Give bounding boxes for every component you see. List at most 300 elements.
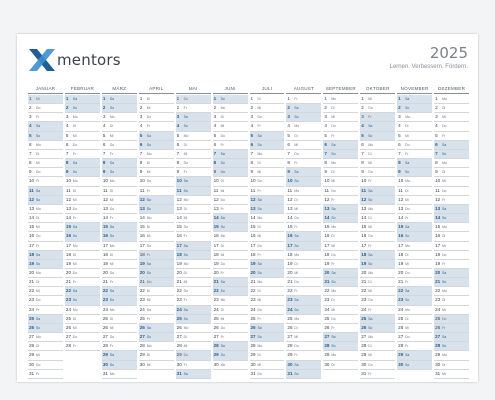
day-number: 4 [65,123,69,129]
weekday-label: Do [294,216,299,221]
weekday-label: Sa [368,124,373,129]
weekday-label: So [146,335,151,340]
day-cell [102,370,137,379]
weekday-label: Sa [257,261,262,266]
weekday-label: Mi [220,252,225,257]
weekday-label: Do [183,353,188,358]
day-number: 30 [139,361,145,367]
day-number: 30 [398,361,404,367]
weekday-label: Fr [36,307,40,312]
day-number: 16 [29,233,35,239]
day-cell [139,223,174,232]
day-number: 27 [29,334,35,340]
day-cell [397,159,432,168]
weekday-label: So [331,280,336,285]
day-cell [28,361,63,370]
day-cell [434,196,469,205]
day-cell [323,159,358,168]
weekday-label: Sa [109,225,114,230]
day-number: 5 [287,132,290,138]
day-number: 27 [102,334,108,340]
day-cell [250,187,285,196]
day-cell [397,269,432,278]
weekday-label: Do [220,133,225,138]
day-cell [360,306,395,315]
weekday-label: Fr [36,371,40,376]
weekday-label: Sa [368,188,373,193]
day-number: 28 [29,343,35,349]
month-column [360,85,395,379]
weekday-label: So [36,197,41,202]
weekday-label: Fr [294,289,298,294]
day-cell [323,315,358,324]
day-cell [28,223,63,232]
day-cell [434,370,469,379]
day-number: 12 [398,196,404,202]
day-cell [397,315,432,324]
day-cell [397,141,432,150]
day-number: 13 [65,205,72,211]
weekday-label: Do [331,252,336,257]
day-cell [250,296,285,305]
day-number: 4 [435,123,438,129]
day-cell [28,196,63,205]
weekday-label: Sa [294,106,299,111]
day-cell [286,132,321,141]
day-cell [28,278,63,287]
day-number: 11 [213,187,219,193]
day-cell [65,187,100,196]
weekday-label: Mo [220,362,226,367]
weekday-label: Mo [146,280,152,285]
day-number: 8 [65,160,69,166]
day-number: 8 [250,160,254,166]
weekday-label: Do [331,316,336,321]
weekday-label: Di [72,124,77,129]
day-cell [213,287,248,296]
weekday-label: Mo [331,353,337,358]
day-number: 27 [213,334,219,340]
weekday-label: So [368,133,373,138]
day-number: 6 [324,141,327,147]
weekday-label: Mi [368,225,372,230]
day-number: 2 [287,105,290,111]
day-cell [139,214,174,223]
weekday-label: So [36,325,41,330]
day-number: 31 [176,370,182,376]
day-number: 3 [287,114,290,120]
day-number: 5 [29,132,32,138]
day-cell [397,342,432,351]
day-number: 12 [29,196,35,202]
day-cell [139,132,174,141]
weekday-label: Fr [109,216,114,221]
weekday-label: Mo [368,335,373,340]
day-number: 10 [361,178,367,184]
day-cell [286,104,321,113]
day-cell [139,141,174,150]
day-number: 28 [102,343,108,349]
weekday-label: Mi [331,243,335,248]
day-cell [360,95,395,104]
weekday-label: Fr [368,115,372,120]
day-number: 24 [324,306,330,312]
day-cell [434,242,469,251]
day-cell [323,333,358,342]
day-cell [213,132,248,141]
weekday-label: Di [442,298,446,303]
weekday-label: Sa [36,252,41,257]
day-cell [286,159,321,168]
weekday-label: Fr [331,261,335,266]
weekday-label: Fr [442,325,446,330]
day-number: 27 [287,334,293,340]
day-number: 16 [176,233,182,239]
day-cell [360,104,395,113]
weekday-label: Sa [109,353,114,358]
day-number: 1 [65,96,69,101]
weekday-label: Di [294,325,298,330]
day-number: 22 [361,288,367,294]
day-number: 24 [250,306,256,312]
day-number: 24 [398,306,404,312]
weekday-label: Mi [368,289,372,294]
weekday-label: So [257,270,262,275]
day-number: 28 [398,343,404,349]
day-number: 28 [250,343,256,349]
day-number: 22 [398,288,404,294]
weekday-label: Di [405,316,409,321]
day-number: 10 [102,178,108,184]
day-number: 7 [435,150,438,156]
day-number: 26 [361,324,367,330]
weekday-label: Mi [405,325,409,330]
day-number: 18 [250,251,256,257]
weekday-label: Di [294,197,298,202]
weekday-label: Fr [146,188,150,193]
day-number: 24 [361,306,367,312]
weekday-label: Mo [405,179,410,184]
day-cell [250,269,285,278]
weekday-label: So [294,243,299,248]
day-number: 7 [324,150,327,156]
day-number: 16 [213,233,219,239]
weekday-label: Sa [368,316,373,321]
day-cell [286,278,321,287]
day-number: 29 [102,352,108,358]
day-number: 7 [176,150,180,156]
day-number: 14 [324,215,330,221]
day-number: 23 [435,297,441,303]
day-number: 20 [435,269,441,275]
weekday-label: Fr [109,344,114,349]
day-number: 25 [65,315,72,321]
day-number: 18 [102,251,108,257]
weekday-label: Di [442,234,446,239]
weekday-label: Di [183,206,187,211]
weekday-label: Mi [405,133,409,138]
day-number: 14 [213,215,219,221]
day-number: 14 [435,215,441,221]
weekday-label: Do [36,362,41,367]
day-number: 28 [361,343,367,349]
weekday-label: So [183,188,188,193]
weekday-label: Mi [442,371,446,376]
weekday-label: Sa [257,325,262,330]
day-cell [323,260,358,269]
day-cell [286,223,321,232]
weekday-label: So [72,106,78,111]
weekday-label: Fr [331,325,335,330]
day-cell [102,168,137,177]
day-number: 2 [213,105,217,111]
day-cell [434,260,469,269]
weekday-label: Fr [405,280,409,285]
day-cell [286,351,321,360]
weekday-label: Fr [36,243,40,248]
day-number: 10 [65,178,72,184]
weekday-label: Mi [257,170,262,175]
day-cell [102,141,137,150]
day-cell [434,287,469,296]
weekday-label: Mi [220,124,225,129]
weekday-label: So [331,344,336,349]
weekday-label: Mi [146,362,151,367]
day-number: 14 [102,215,108,221]
day-number: 19 [398,260,404,266]
weekday-label: Sa [146,197,151,202]
day-cell [213,205,248,214]
day-number: 21 [176,279,182,285]
weekday-label: So [72,170,78,175]
day-cell [65,196,100,205]
day-cell [176,260,211,269]
day-number: 5 [102,132,106,138]
weekday-label: Do [146,179,152,184]
weekday-label: Fr [368,243,372,248]
day-number: 4 [361,123,364,129]
day-cell [65,342,100,351]
day-cell [286,214,321,223]
weekday-label: Fr [442,197,446,202]
day-number: 7 [65,150,69,156]
weekday-label: Do [109,335,115,340]
day-cell [323,342,358,351]
day-cell [397,223,432,232]
day-number: 14 [361,215,367,221]
day-number: 15 [65,224,72,230]
day-number: 7 [398,150,401,156]
day-cell [139,150,174,159]
day-number: 6 [287,141,290,147]
weekday-label: Di [109,124,114,129]
weekday-label: Mo [220,298,226,303]
weekday-label: Fr [220,335,224,340]
day-number: 15 [287,224,293,230]
day-number: 26 [287,324,293,330]
day-number: 13 [29,205,35,211]
day-number: 7 [139,150,143,156]
day-cell [102,333,137,342]
day-cell [28,306,63,315]
day-number: 23 [361,297,367,303]
day-number: 19 [139,260,145,266]
day-number: 20 [287,269,293,275]
day-cell [360,187,395,196]
day-cell [213,95,248,104]
day-cell [139,278,174,287]
weekday-label: Mo [331,161,337,166]
day-cell [65,159,100,168]
day-cell [250,141,285,150]
day-number: 27 [250,334,256,340]
day-cell [102,296,137,305]
day-number: 16 [324,233,330,239]
day-cell [434,351,469,360]
month-column [397,85,432,379]
day-number: 28 [435,343,441,349]
day-number: 27 [176,334,182,340]
day-number: 13 [250,205,256,211]
day-number: 6 [65,141,69,147]
day-number: 25 [287,315,293,321]
day-cell [213,324,248,333]
day-cell [397,214,432,223]
day-cell [434,141,469,150]
day-cell [286,205,321,214]
day-number: 31 [287,370,293,376]
weekday-label: Di [405,252,409,257]
day-number: 13 [287,205,293,211]
day-cell [65,278,100,287]
day-cell [250,306,285,315]
day-cell [286,306,321,315]
weekday-label: Do [109,206,115,211]
weekday-label: Mi [294,270,298,275]
day-cell [213,122,248,131]
day-cell [434,113,469,122]
day-cell [102,269,137,278]
day-cell [286,187,321,196]
weekday-label: Do [72,142,78,147]
day-cell [102,214,137,223]
weekday-label: Sa [72,225,78,230]
weekday-label: Mi [368,161,372,166]
day-number: 10 [250,178,256,184]
weekday-label: Do [257,371,262,376]
day-cell [360,132,395,141]
weekday-label: Di [146,161,150,166]
weekday-label: Do [368,362,373,367]
day-cell [176,269,211,278]
day-number: 22 [102,288,108,294]
weekday-label: Mi [257,298,262,303]
day-number: 18 [29,251,35,257]
weekday-label: Mi [294,142,298,147]
day-cell [139,351,174,360]
day-cell [65,232,100,241]
day-cell [28,287,63,296]
day-cell [176,361,211,370]
day-cell [139,361,174,370]
weekday-label: Do [405,270,410,275]
weekday-label: Mo [331,225,337,230]
weekday-label: Sa [442,206,447,211]
day-cell [250,132,285,141]
weekday-label: Do [72,335,78,340]
day-number: 18 [139,251,145,257]
day-cell [434,122,469,131]
mentors-x-logo-icon [29,49,55,71]
day-number: 25 [29,315,35,321]
day-number: 28 [213,343,219,349]
weekday-label: Mi [146,106,151,111]
day-cell [213,196,248,205]
day-number: 23 [65,297,72,303]
day-cell [323,122,358,131]
day-cell [213,260,248,269]
weekday-label: Mo [220,106,226,111]
day-number: 18 [65,251,72,257]
day-number: 14 [398,215,404,221]
day-cell [250,205,285,214]
weekday-label: Sa [294,170,299,175]
day-number: 9 [65,169,69,175]
day-cell [397,361,432,370]
day-cell [250,370,285,379]
day-cell [434,324,469,333]
empty-day-cell [213,370,248,379]
day-cell [286,324,321,333]
day-cell [102,242,137,251]
day-cell [397,260,432,269]
weekday-label: So [294,371,299,376]
day-cell [286,333,321,342]
day-cell [360,361,395,370]
day-number: 20 [324,269,330,275]
day-cell [65,141,100,150]
day-cell [28,132,63,141]
day-number: 8 [139,160,143,166]
weekday-label: Fr [146,124,150,129]
day-number: 28 [65,343,72,349]
weekday-label: Mi [36,289,40,294]
weekday-label: Mi [146,234,151,239]
day-cell [250,159,285,168]
day-cell [176,251,211,260]
day-cell [434,150,469,159]
month-header: MÄRZ [102,85,137,94]
weekday-label: Mi [331,179,335,184]
weekday-label: Fr [109,151,114,156]
weekday-label: Sa [183,243,188,248]
day-cell [397,177,432,186]
day-cell [176,95,211,104]
month-column [286,85,321,379]
weekday-label: Di [405,124,409,129]
day-number: 1 [361,96,364,101]
day-number: 23 [287,297,293,303]
month-header: APRIL [139,85,174,94]
day-number: 19 [435,260,441,266]
month-column [176,85,211,379]
weekday-label: Sa [183,179,188,184]
day-number: 8 [324,160,327,166]
weekday-label: Mi [183,216,188,221]
weekday-label: Mi [294,335,298,340]
weekday-label: Mo [109,115,115,120]
day-cell [65,324,100,333]
